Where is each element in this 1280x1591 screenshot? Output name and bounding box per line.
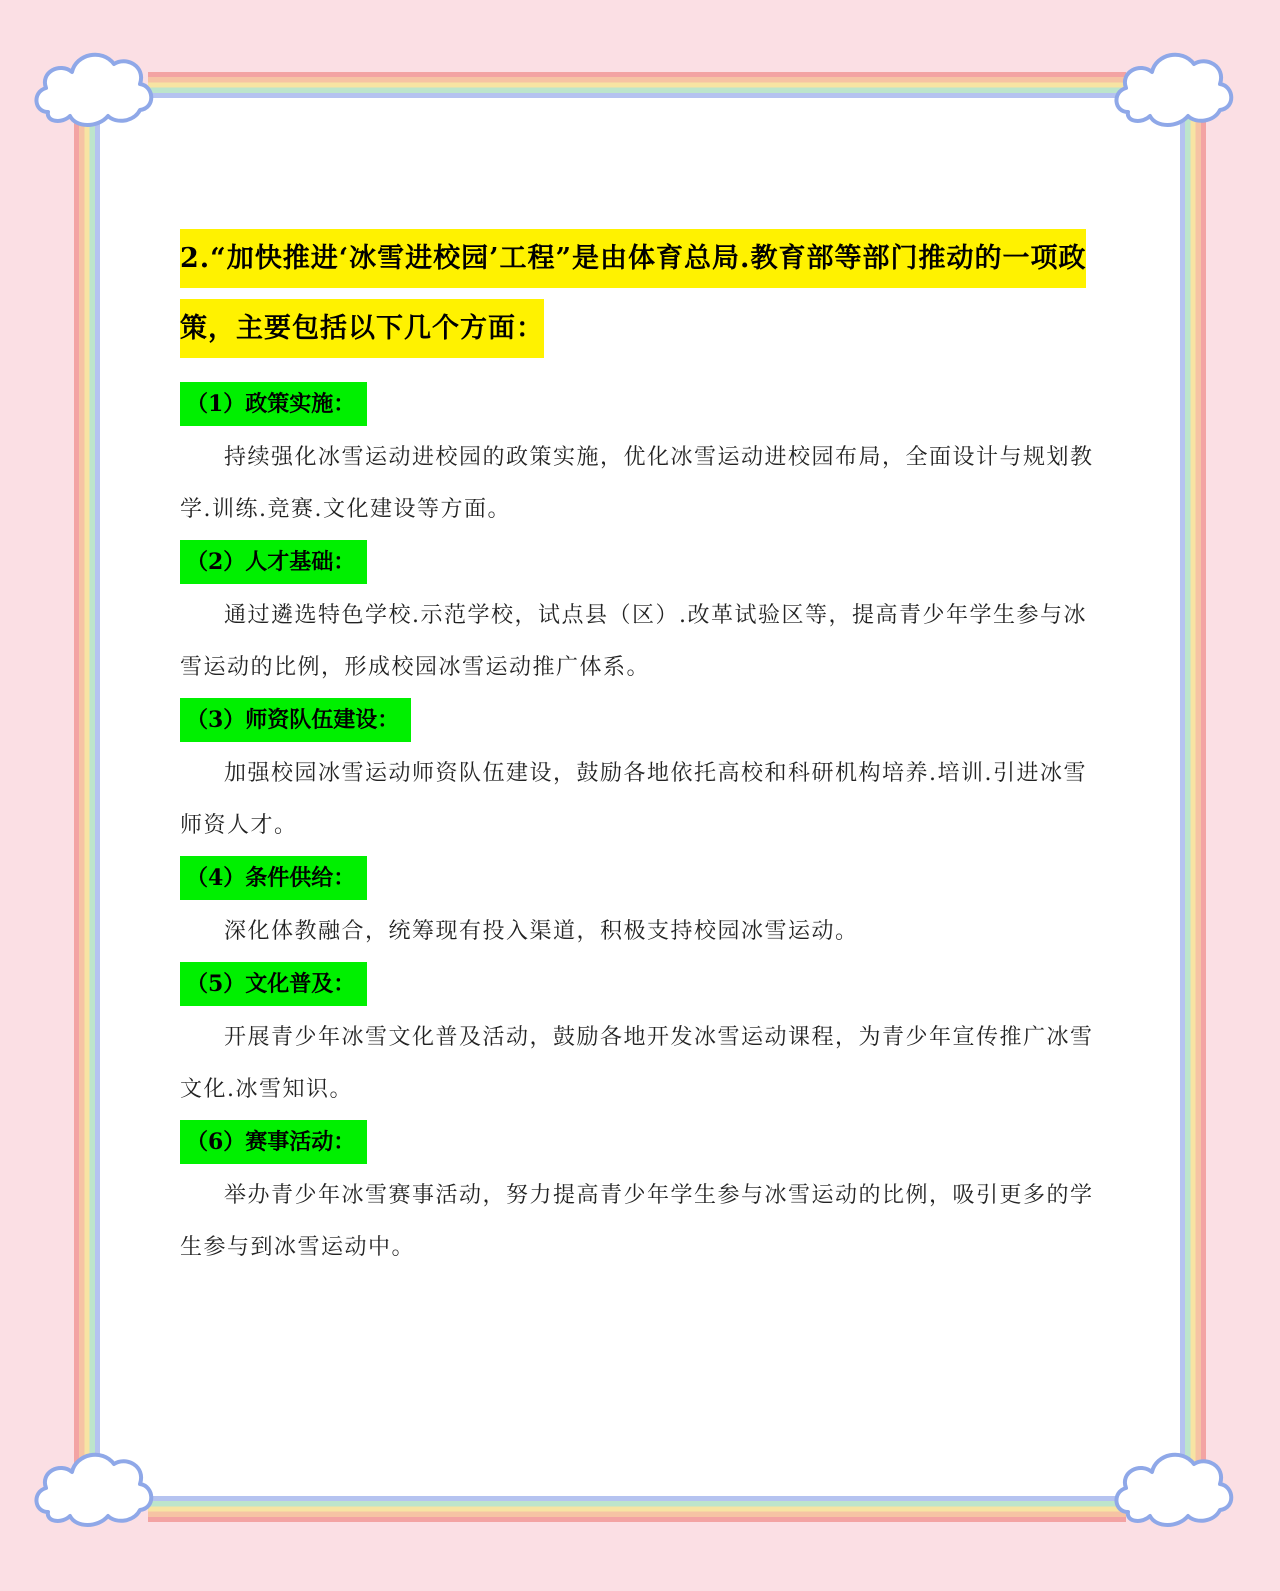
section-events xyxy=(180,1120,1095,1278)
section-title: （3）师资队伍建设： xyxy=(180,698,411,742)
frame-left-stripe xyxy=(74,118,100,1488)
cloud-icon xyxy=(1110,1442,1240,1532)
section-title: （1）政策实施： xyxy=(180,382,367,426)
page-heading xyxy=(180,224,1095,364)
section-title: （2）人才基础： xyxy=(180,540,367,584)
frame-bottom-stripe xyxy=(148,1496,1126,1522)
section-policy xyxy=(180,382,1095,540)
heading-text: 2.“加快推进‘冰雪进校园’工程”是由体育总局.教育部等部门推动的一项政策，主要包括以下几个方面： xyxy=(180,229,1086,358)
section-culture xyxy=(180,962,1095,1120)
document-content xyxy=(180,224,1095,1278)
frame-right-stripe xyxy=(1180,118,1206,1488)
section-body: 加强校园冰雪运动师资队伍建设，鼓励各地依托高校和科研机构培养.培训.引进冰雪师资人才。 xyxy=(180,761,1087,838)
section-body: 深化体教融合，统筹现有投入渠道，积极支持校园冰雪运动。 xyxy=(224,919,859,944)
section-body: 通过遴选特色学校.示范学校，试点县（区）.改革试验区等，提高青少年学生参与冰雪运动的比例，形成校园冰雪运动推广体系。 xyxy=(180,603,1087,680)
section-title: （4）条件供给： xyxy=(180,856,367,900)
section-title: （6）赛事活动： xyxy=(180,1120,367,1164)
cloud-icon xyxy=(30,1442,160,1532)
section-title: （5）文化普及： xyxy=(180,962,367,1006)
section-body: 举办青少年冰雪赛事活动，努力提高青少年学生参与冰雪运动的比例，吸引更多的学生参与到冰雪运动中。 xyxy=(180,1183,1094,1260)
section-talent xyxy=(180,540,1095,698)
cloud-icon xyxy=(1110,42,1240,132)
section-teachers xyxy=(180,698,1095,856)
cloud-icon xyxy=(30,42,160,132)
section-body: 持续强化冰雪运动进校园的政策实施，优化冰雪运动进校园布局，全面设计与规划教学.训练.竞赛.文化建设等方面。 xyxy=(180,445,1094,522)
section-body: 开展青少年冰雪文化普及活动，鼓励各地开发冰雪运动课程，为青少年宣传推广冰雪文化.冰雪知识。 xyxy=(180,1025,1094,1102)
section-conditions xyxy=(180,856,1095,962)
frame-top-stripe xyxy=(148,72,1126,98)
